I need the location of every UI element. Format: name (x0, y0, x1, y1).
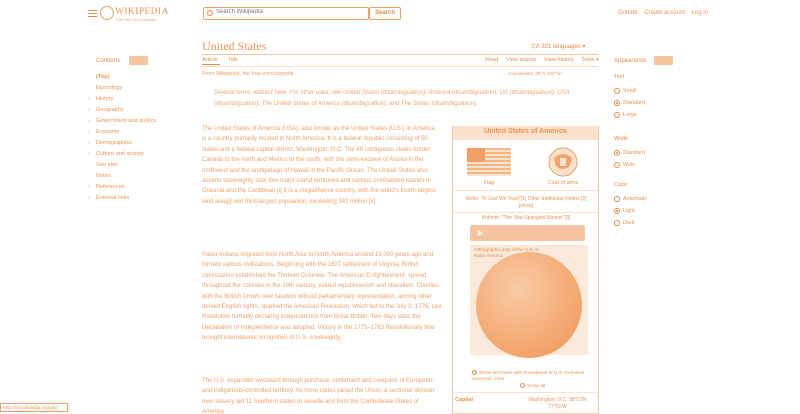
appearance-option[interactable] (614, 196, 647, 202)
infobox-divider (453, 212, 598, 213)
appearance-option-label: Wide (623, 162, 636, 168)
motto: Motto: "In God We Trust"[1] Other traditional mottos:[2] [show] (465, 196, 587, 209)
lead-paragraph-2: Paleo-Indians migrated from North Asia to North America around 15,000 years ago and formed various civilizations. Beginning with the 1607 settlement of Virginia, British colonization established the Thirteen Colonies. The American Enlightenment, spread throughout the colonies in the 18th century, valued republicanism and liberalism. Clashes with the British Crown over taxation without parliamentary representation, among other denied English rights, sparked the American Revolution, which led to the July 2, 1776, Lee Resolution formally declaring independence from Great Britain. Two days later, the Declaration of Independence was adopted. Victory in the 1775–1783 Revolutionary War brought international recognition of U.S. sovereignty. (202, 252, 442, 342)
appearance-option-label: Standard (623, 150, 645, 156)
radio-icon (520, 383, 525, 388)
chevron-right-icon[interactable]: › (88, 96, 90, 102)
map-inset-label: Orthographic map of the U.S. in North America (474, 247, 539, 258)
toc-item-label: External links (96, 195, 130, 201)
search-button[interactable]: Search (369, 7, 401, 20)
appearance-title: Appearance (614, 58, 647, 64)
spacer (88, 160, 96, 171)
login-link[interactable]: Log in (691, 10, 708, 16)
personal-tools (613, 10, 708, 16)
appearance-option[interactable] (614, 88, 636, 94)
spacer (88, 83, 96, 94)
appearance-option[interactable] (614, 220, 634, 226)
toc-item[interactable] (88, 171, 198, 182)
infobox-divider (453, 392, 598, 393)
tab-article[interactable]: Article (202, 57, 218, 63)
toc-item[interactable] (88, 127, 198, 138)
appearance-option[interactable] (614, 208, 635, 214)
spacer (88, 72, 96, 83)
toc-item[interactable] (88, 94, 198, 105)
spacer (88, 171, 96, 182)
toc-item[interactable] (88, 105, 198, 116)
radio-icon (614, 88, 620, 94)
toc-list (88, 72, 198, 204)
chevron-right-icon[interactable]: › (88, 107, 90, 113)
radio-icon (614, 220, 620, 226)
radio-icon (614, 196, 620, 202)
appearance-group-heading: Text (614, 74, 625, 80)
toc-item-label: Etymology (96, 85, 123, 91)
search-icon (207, 10, 213, 16)
coat-of-arms-link[interactable]: Coat of arms (547, 180, 579, 186)
wikipedia-wordmark[interactable]: WIKIPEDIA (115, 7, 169, 17)
chevron-right-icon[interactable]: › (88, 129, 90, 135)
hatnote: Several terms redirect here. For other uses, see United States (disambiguation), America (disambiguation), US (disambiguation), USA (disambiguation), The United States of America (disambiguation), and The States (disambiguation). (214, 90, 570, 107)
search-input[interactable] (216, 9, 356, 15)
chevron-right-icon[interactable]: › (88, 151, 90, 157)
radio-icon (614, 208, 620, 214)
toc-item-label: Demographics (96, 140, 133, 146)
radio-icon (614, 112, 620, 118)
map-option-label: Show all (527, 383, 546, 389)
tools-button[interactable]: Tools ▾ (581, 57, 599, 63)
appearance-group-heading: Color (614, 182, 628, 188)
page-title: United States (202, 39, 267, 53)
wikipedia-globe-logo[interactable] (100, 6, 114, 20)
lead-paragraph-1: The United States of America (USA), also known as the United States (U.S.) or America, is a country primarily located in North America. It is a federal republic consisting of 50 states and a federal capital district, Washington, D.C. The 48 contiguous states border Canada to the north and Mexico to the south, with the semi-exclave of Alaska in the northwest and the archipelago of Hawaii in the Pacific Ocean. The United States also asserts sovereignty over five major island territories and various uninhabited islands in Oceania and the Caribbean.[i] It is a megadiverse country, with the world's fourth-largest land area[j] and third-largest population, exceeding 341 million.[k] (202, 126, 437, 205)
tabs-divider (202, 66, 598, 67)
site-subtitle: From Wikipedia, the free encyclopedia (202, 71, 294, 77)
appearance-option[interactable] (614, 162, 635, 168)
chevron-right-icon[interactable]: › (88, 195, 90, 201)
infobox-title: United States of America (484, 128, 567, 135)
toc-item-label: See also (96, 162, 118, 168)
lead-paragraph-3: The U.S. expanded westward through purchase, settlement and conquest of European- and Indigenous-controlled territory. As more states joined the Union, a sectional division over slavery led 11 Southern states to secede and form the Confederate States of America (202, 378, 435, 414)
appearance-option-label: Automatic (623, 196, 647, 202)
anthem-audio-player[interactable] (470, 225, 585, 241)
radio-icon (614, 150, 620, 156)
appearance-option-label: Small (623, 88, 637, 94)
toc-item-label: Notes (96, 173, 111, 179)
toc-item[interactable] (88, 116, 198, 127)
active-tab-underline (202, 64, 220, 65)
appearance-option-label: Standard (623, 100, 645, 106)
language-count: 331 languages (541, 44, 581, 50)
radio-icon (614, 162, 620, 168)
chevron-right-icon[interactable]: › (88, 184, 90, 190)
coat-of-arms-icon[interactable] (548, 146, 578, 178)
toc-item-label: (Top) (96, 74, 110, 80)
toc-item-label: History (96, 96, 114, 102)
flag-canton (467, 148, 485, 162)
status-url: https://en.wikipedia.org/wiki/ (0, 403, 68, 412)
toc-item-label: Geography (96, 107, 124, 113)
toc-item[interactable] (88, 83, 198, 94)
toc-item-label: References (96, 184, 125, 190)
appearance-option-label: Light (623, 208, 635, 214)
donate-link[interactable]: Donate (618, 10, 638, 16)
toc-item-label: Culture and society (96, 151, 144, 157)
appearance-option-label: Dark (623, 220, 635, 226)
infobox-divider (453, 190, 598, 191)
toc-title: Contents (96, 58, 121, 64)
chevron-right-icon[interactable]: › (88, 140, 90, 146)
title-divider (202, 54, 598, 55)
appearance-option[interactable] (614, 100, 645, 106)
appearance-group-heading: Width (614, 136, 629, 142)
toc-item[interactable] (88, 72, 198, 83)
tab-view-source[interactable]: View source (505, 57, 537, 63)
tab-talk[interactable]: Talk (228, 57, 238, 63)
tab-view-history[interactable]: View history (543, 57, 574, 63)
toc-item-label: Government and politics (96, 118, 157, 124)
map-option-show-all[interactable] (520, 383, 545, 389)
toc-item-label: Economy (96, 129, 120, 135)
radio-icon (472, 370, 477, 375)
orthographic-map-image[interactable] (476, 252, 582, 358)
wikipedia-tagline: The Free Encyclopedia (115, 17, 157, 22)
toc-item[interactable] (88, 149, 198, 160)
appearance-option-label: Large (623, 112, 637, 118)
flag-link[interactable]: Flag (483, 180, 495, 186)
map-option-territories[interactable] (472, 370, 592, 383)
coordinates[interactable]: Coordinates: 40°N 100°W (508, 71, 561, 76)
main-menu-icon[interactable] (88, 10, 97, 17)
language-button[interactable]: 文A 331 languages ▾ (530, 44, 586, 50)
play-icon[interactable] (478, 230, 483, 236)
radio-icon (614, 100, 620, 106)
capital-label: Capital (455, 397, 473, 403)
toc-item[interactable] (88, 182, 198, 193)
tab-read[interactable]: Read (485, 57, 499, 63)
appearance-option[interactable] (614, 112, 637, 118)
anthem: Anthem: "The Star-Spangled Banner"[3] (481, 215, 571, 221)
create-account-link[interactable]: Create account (644, 10, 685, 16)
toc-item[interactable] (88, 193, 198, 204)
appearance-hide-button[interactable] (654, 56, 673, 65)
appearance-option[interactable] (614, 150, 645, 156)
map-option-label: Show territories with boundaries of U.S. exclusive economic zone (472, 370, 585, 382)
chevron-right-icon[interactable]: › (88, 118, 90, 124)
capital-value[interactable]: Washington, D.C. 38°53′N 77°01′W (528, 397, 587, 410)
toc-hide-button[interactable] (129, 56, 148, 65)
toc-item[interactable] (88, 160, 198, 171)
toc-item[interactable] (88, 138, 198, 149)
view-tabs (485, 57, 605, 63)
